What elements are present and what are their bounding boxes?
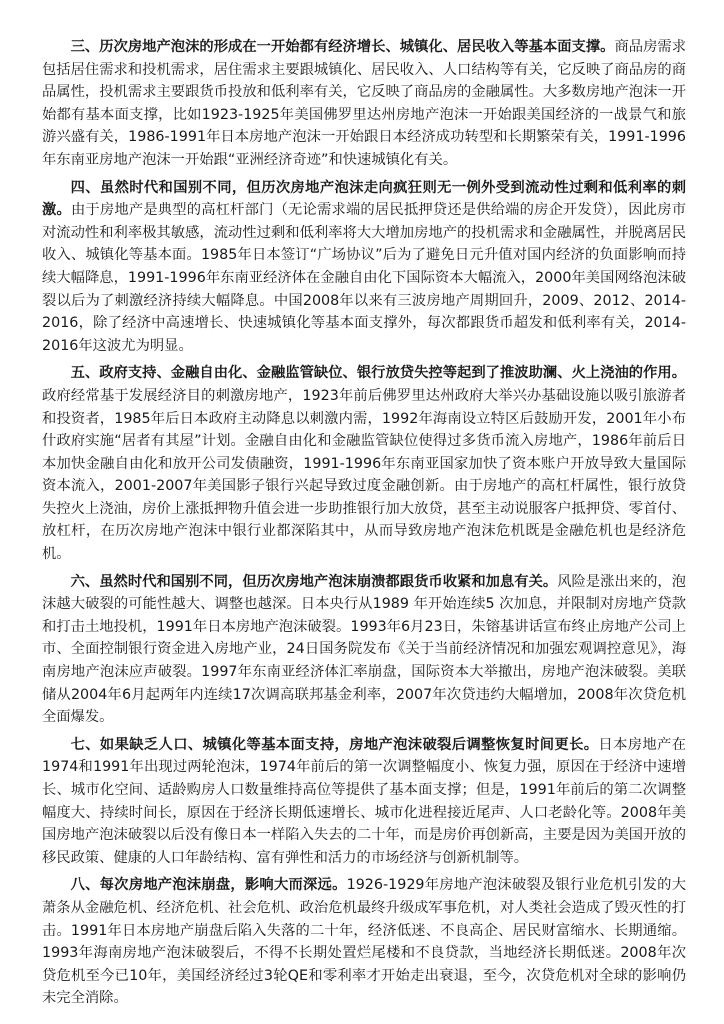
section-three-paragraph (42, 36, 686, 172)
section-three-heading: 三、历次房地产泡沫的形成在一开始都有经济增长、城镇化、居民收入等基本面支撑。 (70, 39, 615, 55)
section-six-paragraph (42, 571, 686, 729)
section-eight-heading: 八、每次房地产泡沫崩盘，影响大而深远。 (70, 877, 347, 894)
section-four-paragraph (42, 177, 686, 358)
section-four-body: 由于房地产是典型的高杠杆部门（无论需求端的居民抵押贷还是供给端的房企开发贷），因此房市对流动性和利率极其敏感，流动性过剩和低利率将大大增加房地产的投机需求和金融属性，并脱离居民收入、城镇化等基本面。1985年日本签订“广场协议”后为了避免日元升值对国内经济的负面影响而持续大幅降息，1991-1996年东南亚经济体在金融自由化下国际资本大幅流入，2000年美国网络泡沫破裂以后为了刺激经济持续大幅降息。中国2008年以来有三波房地产周期回升，2009、2012、2014-2016，除了经济中高速增长、快速城镇化等基本面支撑外，每次都跟货币超发和低利率有关，2014-2016年这波尤为明显。 (42, 202, 686, 354)
document-page (42, 36, 686, 1015)
section-six-body: 风险是涨出来的，泡沫越大破裂的可能性越大、调整也越深。日本央行从1989 年开始连续5 次加息，并限制对房地产贷款和打击土地投机，1991年日本房地产泡沫破裂。1993年6月23日，朱镕基讲话宣布终止房地产公司上市、全面控制银行资金进入房地产业，24日国务院发布《关于当前经济情况和加强宏观调控意见》，海南房地产泡沫应声破裂。1997年东南亚经济体汇率崩盘，国际资本大举撤出，房地产泡沫破裂。美联储从2004年6月起两年内连续17次调高联邦基金利率，2007年次贷违约大幅增加，2008年次贷危机全面爆发。 (42, 573, 686, 726)
section-five-heading: 五、政府支持、金融自由化、金融监管缺位、银行放贷失控等起到了推波助澜、火上浇油的作用。 (70, 365, 686, 382)
section-six-heading: 六、虽然时代和国别不同，但历次房地产泡沫崩溃都跟货币收紧和加息有关。 (70, 573, 558, 590)
section-seven-body: 日本房地产在1974和1991年出现过两轮泡沫，1974年前后的第一次调整幅度小、恢复力强，原因在于经济中速增长、城市化空间、适龄购房人口数量维持高位等提供了基本面支撑；但是，1991年前后的第二次调整幅度大、持续时间长，原因在于经济长期低速增长、城市化进程接近尾声、人口老龄化等。2008年美国房地产泡沫破裂以后没有像日本一样陷入失去的二十年，而是房价再创新高，主要是因为美国开放的移民政策、健康的人口年龄结构、富有弹性和活力的市场经济与创新机制等。 (42, 736, 687, 866)
section-eight-body: 1926-1929年房地产泡沫破裂及银行业危机引发的大萧条从金融危机、经济危机、社会危机、政治危机最终升级成军事危机，对人类社会造成了毁灭性的打击。1991年日本房地产崩盘后陷入失落的二十年，经济低迷、不良高企、居民财富缩水、长期通缩。1993年海南房地产泡沫破裂后，不得不长期处置烂尾楼和不良贷款，当地经济长期低迷。2008年次贷危机至今已10年，美国经济经过3轮QE和零利率才开始走出衰退，至今，次贷危机对全球的影响仍未完全消除。 (42, 877, 686, 1007)
section-three-body: 商品房需求包括居住需求和投机需求，居住需求主要跟城镇化、居民收入、人口结构等有关，它反映了商品房的商品属性，投机需求主要跟货币投放和低利率有关，它反映了商品房的金融属性。大多数房地产泡沫一开始都有基本面支撑，比如1923-1925年美国佛罗里达州房地产泡沫一开始跟美国经济的一战景气和旅游兴盛有关，1986-1991年日本房地产泡沫一开始跟日本经济成功转型和长期繁荣有关，1991-1996年东南亚房地产泡沫一开始跟“亚洲经济奇迹”和快速城镇化有关。 (42, 39, 686, 168)
section-four-heading: 四、虽然时代和国别不同，但历次房地产泡沫走向疯狂则无一例外受到流动性过剩和低利率的刺激。 (42, 179, 686, 219)
section-eight-paragraph (42, 874, 686, 1010)
section-seven-heading: 七、如果缺乏人口、城镇化等基本面支持，房地产泡沫破裂后调整恢复时间更长。 (70, 736, 599, 753)
section-seven-paragraph (42, 734, 686, 870)
section-five-paragraph (42, 362, 686, 565)
section-five-body: 政府经常基于发展经济目的刺激房地产，1923年前后佛罗里达州政府大举兴办基础设施以吸引旅游者和投资者，1985年后日本政府主动降息以刺激内需，1992年海南设立特区后鼓励开发，2001年小布什政府实施“居者有其屋”计划。金融自由化和金融监管缺位使得过多货币流入房地产，1986年前后日本加快金融自由化和放开公司发债融资，1991-1996年东南亚国家加快了资本账户开放导致大量国际资本流入，2001-2007年美国影子银行兴起导致过度金融创新。由于房地产的高杠杆属性，银行放贷失控火上浇油，房价上涨抵押物升值会进一步助推银行加大放贷，甚至主动说服客户抵押贷、零首付、放杠杆，在历次房地产泡沫中银行业都深陷其中，从而导致房地产泡沫危机既是金融危机也是经济危机。 (42, 387, 686, 563)
